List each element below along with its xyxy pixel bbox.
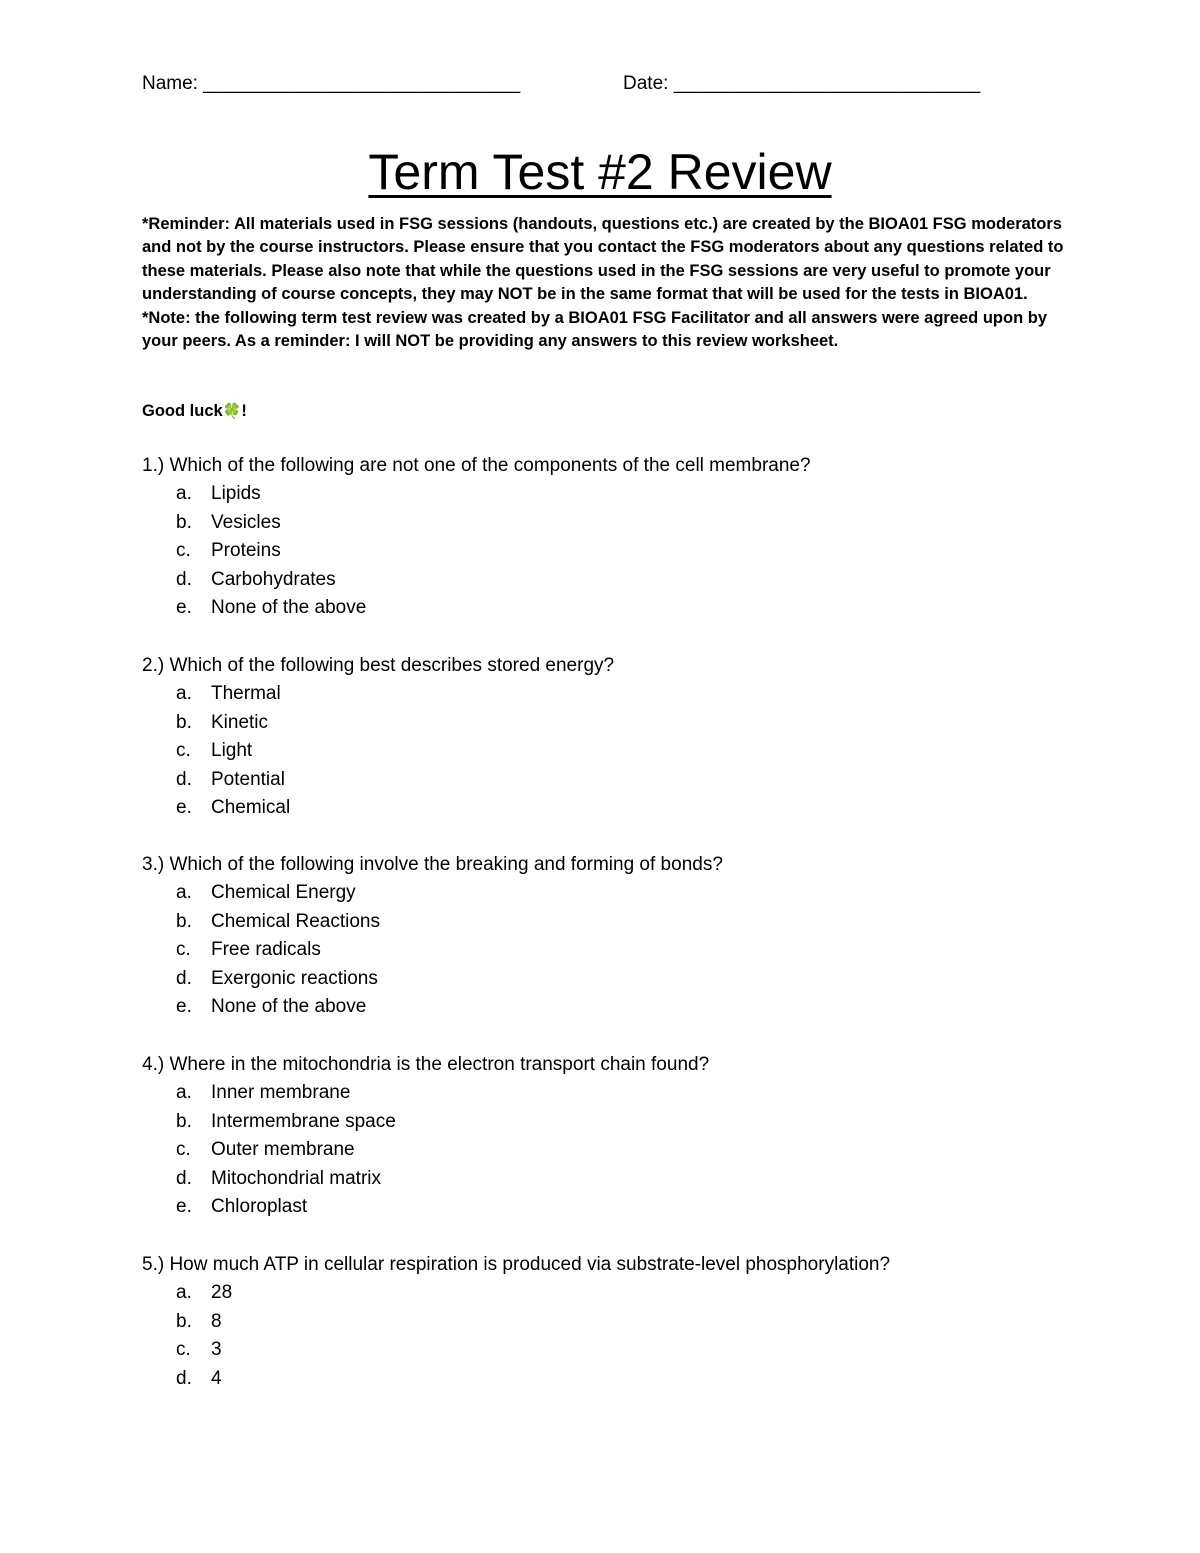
option-letter: c. [176, 740, 191, 762]
option-text: Potential [211, 768, 285, 790]
answer-option [142, 680, 1092, 709]
option-text: Chemical Energy [211, 882, 356, 903]
answer-option [142, 1108, 1092, 1137]
question-text: 5.) How much ATP in cellular respiration is produced via substrate-level phosphorylation? [142, 1254, 891, 1275]
option-text: Kinetic [211, 711, 269, 733]
question-text: 2.) Which of the following best describes stored energy? [142, 655, 615, 676]
option-letter: a. [176, 1282, 192, 1303]
answer-option [142, 993, 1092, 1022]
answer-option [142, 794, 1092, 823]
question-3 [142, 851, 1092, 1022]
option-letter: d. [176, 1367, 192, 1389]
header-row [142, 72, 1072, 96]
option-text: None of the above [211, 597, 367, 619]
option-text: Vesicles [211, 511, 281, 533]
option-text: Mitochondrial matrix [211, 1167, 381, 1189]
name-field-label: Name: ______________________________ [142, 73, 521, 94]
option-letter: a. [176, 483, 192, 504]
option-text: Intermembrane space [211, 1110, 396, 1132]
option-letter: a. [176, 882, 192, 903]
answer-option [142, 537, 1092, 566]
answer-option [142, 908, 1092, 937]
answer-option [142, 965, 1092, 994]
good-luck-exclamation: ! [241, 402, 247, 420]
question-text: 3.) Which of the following involve the breaking and forming of bonds? [142, 854, 723, 875]
question-2 [142, 652, 1092, 823]
option-text: Inner membrane [211, 1082, 351, 1103]
option-letter: d. [176, 967, 192, 989]
answer-option [142, 936, 1092, 965]
option-letter: c. [176, 1339, 191, 1361]
option-text: 28 [211, 1282, 233, 1303]
answer-options [142, 680, 1092, 823]
answer-option [142, 1079, 1092, 1108]
option-letter: e. [176, 597, 192, 619]
question-4 [142, 1051, 1092, 1222]
facilitator-note: *Note: the following term test review was created by a BIOA01 FSG Facilitator and all answers were agreed upon by your peers. As a reminder: I will NOT be providing any answers to this review worksheet. [142, 308, 1048, 351]
answer-option [142, 1193, 1092, 1222]
option-letter: e. [176, 996, 192, 1018]
option-text: Chloroplast [211, 1196, 308, 1218]
answer-options [142, 1079, 1092, 1222]
question-1 [142, 452, 1092, 623]
option-letter: c. [176, 540, 191, 562]
option-text: Thermal [211, 683, 281, 704]
answer-options [142, 879, 1092, 1022]
option-letter: b. [176, 1110, 192, 1132]
question-text: 1.) Which of the following are not one of the components of the cell membrane? [142, 455, 811, 476]
option-text: 3 [211, 1339, 222, 1361]
option-letter: c. [176, 1139, 191, 1161]
question-text: 4.) Where in the mitochondria is the electron transport chain found? [142, 1054, 710, 1075]
option-letter: e. [176, 797, 192, 819]
answer-option [142, 566, 1092, 595]
good-luck-text: Good luck [142, 402, 223, 420]
answer-option [142, 509, 1092, 538]
reminder-note: *Reminder: All materials used in FSG sessions (handouts, questions etc.) are created by the BIOA01 FSG moderators and not by the course instructors. Please ensure that you contact the FSG moderators about any questions related to these materials. Please also note that while the questions used in the FSG sessions are very useful to promote your understanding of course concepts, they may NOT be in the same format that will be used for the tests in BIOA01. [142, 215, 1064, 304]
answer-option [142, 1308, 1092, 1337]
option-text: Chemical Reactions [211, 910, 380, 932]
option-text: Lipids [211, 483, 261, 504]
answer-option [142, 737, 1092, 766]
option-text: Chemical [211, 797, 291, 819]
answer-option [142, 1336, 1092, 1365]
answer-option [142, 1365, 1092, 1394]
option-text: 4 [211, 1367, 222, 1389]
date-field-label: Date: _____________________________ [623, 73, 981, 94]
answer-options [142, 1279, 1092, 1393]
notes-block [142, 213, 1067, 353]
option-letter: b. [176, 1310, 192, 1332]
question-5 [142, 1251, 1092, 1393]
good-luck-line [142, 400, 247, 423]
option-letter: d. [176, 568, 192, 590]
option-text: Light [211, 740, 253, 762]
option-letter: b. [176, 511, 192, 533]
option-letter: b. [176, 910, 192, 932]
option-text: None of the above [211, 996, 367, 1018]
option-letter: a. [176, 683, 192, 704]
option-letter: c. [176, 939, 191, 961]
answer-option [142, 480, 1092, 509]
answer-option [142, 879, 1092, 908]
four-leaf-clover-icon: 🍀 [222, 403, 242, 420]
option-letter: b. [176, 711, 192, 733]
answer-options [142, 480, 1092, 623]
answer-option [142, 1165, 1092, 1194]
option-text: Exergonic reactions [211, 967, 378, 989]
option-text: Outer membrane [211, 1139, 355, 1161]
page-title: Term Test #2 Review [368, 144, 832, 200]
option-letter: d. [176, 768, 192, 790]
answer-option [142, 1279, 1092, 1308]
option-letter: e. [176, 1196, 192, 1218]
answer-option [142, 1136, 1092, 1165]
option-text: Free radicals [211, 939, 321, 961]
option-text: Proteins [211, 540, 281, 562]
answer-option [142, 766, 1092, 795]
answer-option [142, 594, 1092, 623]
option-text: Carbohydrates [211, 568, 336, 590]
option-letter: d. [176, 1167, 192, 1189]
answer-option [142, 709, 1092, 738]
option-letter: a. [176, 1082, 192, 1103]
option-text: 8 [211, 1310, 222, 1332]
